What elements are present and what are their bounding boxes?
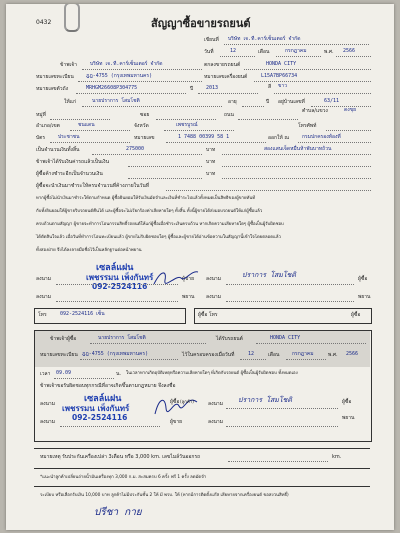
price-unit-label: บาท: [206, 147, 216, 153]
sign-label-4: ลงนาม: [206, 294, 222, 300]
receipt-plate-label: หมายเลขทะเบียน: [40, 352, 78, 358]
buyer-phone-label-end: ผู้ซื้อ: [351, 312, 361, 318]
receipt-year-value: 2566: [346, 351, 359, 357]
buyer-label: ให้แก่: [64, 99, 76, 105]
receipt-date-label: ไว้ในครอบครองเมื่อวันที่: [182, 352, 235, 358]
buyer-sig-label: ผู้ซื้อ: [358, 276, 368, 282]
clause-4: ได้ตัดสินใจแล้ว เมื่อวันที่ทำการโอนทะเบียนแล้ว ผู้ขายไม่รับผิดชอบใดๆ ผู้ซื้อและผู้ขายได้อ่านข้อความในสัญญานี้เข้าใจโดยตลอดแล้ว: [36, 235, 281, 240]
age-label: อายุ: [228, 99, 237, 105]
buyer-phone-box: [194, 308, 372, 324]
bottom-signature: ปรีชา กาย: [94, 507, 142, 518]
mileage-unit: km.: [332, 454, 342, 460]
clause-2: กับทั้งยินยอมให้ผู้ขายริบรถยนต์คืนได้ และผู้ซื้อจะไม่เรียกร้องค่าเสียหายใดๆ ทั้งสิ้น ทั้งนี้ผู้ขายได้ส่งมอบรถยนต์ให้แก่ผู้ซื้อแล้ว: [36, 209, 263, 214]
seller-stamp-name: เพชรรมน เพ็งกันทร์: [86, 273, 154, 282]
sign-label-2: ลงนาม: [206, 276, 222, 282]
contract-paper: [6, 4, 394, 530]
receipt-buyer-sig-label-end: ผู้ซื้อ: [342, 399, 352, 405]
paid-label: ข้าพเจ้าได้รับเงินค่ารถแล้วเป็นเงิน: [36, 159, 109, 165]
seller-stamp-phone: 092-2524116: [92, 282, 148, 291]
seller-phone-value: 092-2524116 เซ็น: [60, 311, 105, 317]
price-label: เป็นจำนวนเงินทั้งสิ้น: [36, 147, 80, 153]
chassis-value: MRHGM26608P304775: [86, 85, 138, 91]
receipt-witness-label: พยาน: [342, 415, 355, 421]
receipt-sign-label-2: ลงนาม: [208, 401, 224, 407]
month-value: กรกฎาคม: [285, 48, 307, 54]
car-brand-value: HONDA CITY: [266, 61, 297, 67]
receipt-seller-sig-label: ผู้ขาย: [170, 419, 183, 425]
issued-by-label: ออกให้ ณ: [268, 135, 289, 141]
witness-label-2: พยาน: [358, 294, 371, 300]
color-value: ขาว: [278, 83, 288, 89]
seller-stamp-title: เซลล์แฝน: [96, 263, 134, 273]
seller-value: บริษัท เจ.ที.คาร์เซ็นเตอร์ จำกัด: [90, 61, 163, 67]
buyer-value: นายปราการ โสมโชติ: [92, 98, 140, 104]
road-label: ถนน: [224, 112, 234, 118]
province-label: จังหวัด: [134, 123, 149, 129]
receipt-stamp-title: เซลล์แฝน: [84, 394, 122, 404]
receipt-stamp-name: เพชรรมน เพ็งกันทร์: [62, 404, 130, 413]
document-title: สัญญาซื้อขายรถยนต์: [151, 17, 251, 30]
district-value: ชนแดน: [78, 122, 95, 128]
receipt-sign-label-1: ลงนาม: [40, 401, 56, 407]
card-no-value: 1 7488 00399 58 1: [178, 134, 230, 140]
clause-5: ทั้งสองฝ่าย จึงได้ลงลายมือชื่อไว้เป็นหลักฐานต่อหน้าพยาน: [36, 248, 142, 253]
receipt-month-label: เดือน: [268, 352, 280, 358]
reg-year-label: ปี: [190, 86, 194, 92]
received-car-label: ได้รับรถยนต์: [216, 336, 243, 342]
province-value: เพชรบูรณ์: [176, 122, 198, 128]
time-unit: น.: [116, 371, 122, 377]
plate-value: ฎฎ-4755 (กรุงเทพมหานคร): [86, 73, 153, 79]
year-value: 2566: [343, 48, 356, 54]
phone-label: โทรศัพท์: [298, 123, 317, 129]
due-label: ผู้ซื้อจะนำเงินมาชำระให้ครบจำนวนที่ค้างภายในวันที่: [36, 183, 150, 189]
issued-by-value: กรมปกครองท้องที่: [302, 134, 341, 140]
written-at-label: เขียนที่: [204, 37, 219, 43]
subdistrict-label: ตำบล/แขวง: [302, 108, 328, 114]
moo-label: หมู่ที่: [36, 112, 46, 118]
receipt-buyer-sig-label: ผู้ซื้อ: [170, 399, 180, 405]
time-value: 09.09: [56, 370, 72, 376]
footer-note-3: ระเบียบ หรือเลือกรับเงิน 10,000 บาท ลูกค้าไม่มีประกันชั้น 2 ให้ มี พรบ. ให้ (หากมีการติดตั้งแก๊ส เสียหายจากเครื่องยนต์ ขอสงวนสิทธิ์): [40, 493, 289, 498]
soi-label: ซอย: [140, 112, 150, 118]
receipt-year-label: พ.ศ.: [328, 352, 338, 358]
house-no-value: 63/11: [324, 98, 340, 104]
price-text-value: สองแสนเจ็ดหมื่นห้าพันบาทถ้วน: [264, 146, 332, 152]
written-at-value: บริษัท เจ.ที.คาร์เซ็นเตอร์ จำกัด: [228, 36, 301, 42]
subdistrict-value: ดงขุย: [344, 107, 357, 113]
receipt-stamp-phone: 092-2524116: [72, 413, 128, 422]
document-number: 0432: [36, 19, 52, 26]
receipt-buyer-sig-sub: (ลูกค้า): [180, 400, 194, 405]
color-label: สี: [268, 84, 272, 90]
receipt-shade: [35, 331, 370, 367]
receipt-plate-value: ฎฎ-4755 (กรุงเทพมหานคร): [82, 351, 149, 357]
buyer-signature-1: ปราการ โสมโชติ: [242, 271, 296, 279]
remain-label: ผู้ซื้อค้างชำระอีกเป็นจำนวนเงิน: [36, 171, 103, 177]
plate-label: หมายเลขทะเบียน: [36, 74, 74, 80]
buyer-phone-label: ผู้ซื้อ โทร: [198, 312, 218, 318]
receipt-day-value: 12: [248, 351, 255, 357]
witness-label-1: พยาน: [182, 294, 195, 300]
receipt-sign-label-3: ลงนาม: [40, 419, 56, 425]
mileage-note: หมายเหตุ รับประกันเครื่องเปล่า 3เดือน หรือ 3,000 km. เลขไมล์วันออกรถ: [40, 454, 201, 460]
clause-3: ครบถ้วนตามสัญญา ผู้ขายจะทำการโอนกรรมสิทธิ์รถยนต์ให้แก่ผู้ซื้อเมื่อชำระเงินครบถ้วน หากเกิดความเสียหายใดๆ ผู้ซื้อเป็นผู้รับผิดชอบ: [36, 222, 284, 227]
years-label: ปี: [266, 99, 270, 105]
district-label: อำเภอ/เขต: [36, 123, 60, 129]
seller-phone-box: [34, 308, 186, 324]
seller-phone-label: โทร: [38, 312, 47, 318]
sign-label-1: ลงนาม: [36, 276, 52, 282]
day-label: วันที่: [204, 49, 214, 55]
responsibility-text: ในเวลาหากเกิดอุบัติเหตุหรือความเสียหายใดๆ ที่เกิดกับรถยนต์ ผู้ซื้อเป็นผู้รับผิดชอบ ทั้งหมดเอง: [126, 371, 298, 376]
receipt-buyer-value: นายปราการ โสมโชติ: [98, 335, 146, 341]
house-no-label: อยู่บ้านเลขที่: [278, 99, 305, 105]
receipt-buyer-signature: ปราการ โสมโชติ: [238, 396, 292, 404]
receipt-month-value: กรกฎาคม: [292, 351, 314, 357]
seller-signature: [151, 266, 201, 288]
received-car-value: HONDA CITY: [270, 335, 301, 341]
seller-sig-label: ผู้ขาย: [182, 276, 195, 282]
receipt-buyer-label: ข้าพเจ้าผู้ซื้อ: [50, 336, 77, 342]
price-value: 275000: [126, 146, 145, 152]
sign-label-3: ลงนาม: [36, 294, 52, 300]
card-no-label: หมายเลข: [134, 135, 155, 141]
confirm-text: ข้าพเจ้าขอรับผิดชอบทุกกรณีที่อาจเกิดขึ้นตามกฎหมาย จึงลงชื่อ: [40, 383, 176, 389]
footer-note-2: *แนะนำลูกค้าเปลี่ยนถ่ายน้ำมันเครื่องทุก 3,000 ก.ม. สะสมครบ 6 ครั้ง ฟรี 1 ครั้ง ลดมัดจำ: [40, 475, 207, 480]
time-label: เวลา: [40, 371, 51, 377]
chassis-label: หมายเลขตัวถัง: [36, 86, 69, 92]
engine-value: L15A7BP66734: [261, 73, 298, 79]
reg-year-value: 2013: [206, 85, 219, 91]
car-brand-label: ตกลงขายรถยนต์: [204, 62, 241, 68]
clause-1: หากผู้ซื้อไม่นำเงินมาชำระให้ตามกำหนด ผู้ซื้อยินยอมให้รับเงินมัดจำและเงินที่ชำระไปแล้วทั้งหมดเป็นสิทธิของผู้ขายทันที: [36, 196, 256, 201]
remain-unit-label: บาท: [206, 171, 216, 177]
month-label: เดือน: [258, 49, 270, 55]
paid-unit-label: บาท: [206, 159, 216, 165]
card-type-value: ประชาชน: [58, 134, 80, 140]
paper-clip: [64, 4, 80, 32]
day-value: 12: [230, 48, 237, 54]
seller-label: ข้าพเจ้า: [60, 62, 77, 68]
engine-label: หมายเลขเครื่องยนต์: [204, 74, 248, 80]
receipt-sign-label-4: ลงนาม: [208, 419, 224, 425]
card-label: บัตร: [36, 135, 46, 141]
year-label: พ.ศ.: [324, 49, 334, 55]
